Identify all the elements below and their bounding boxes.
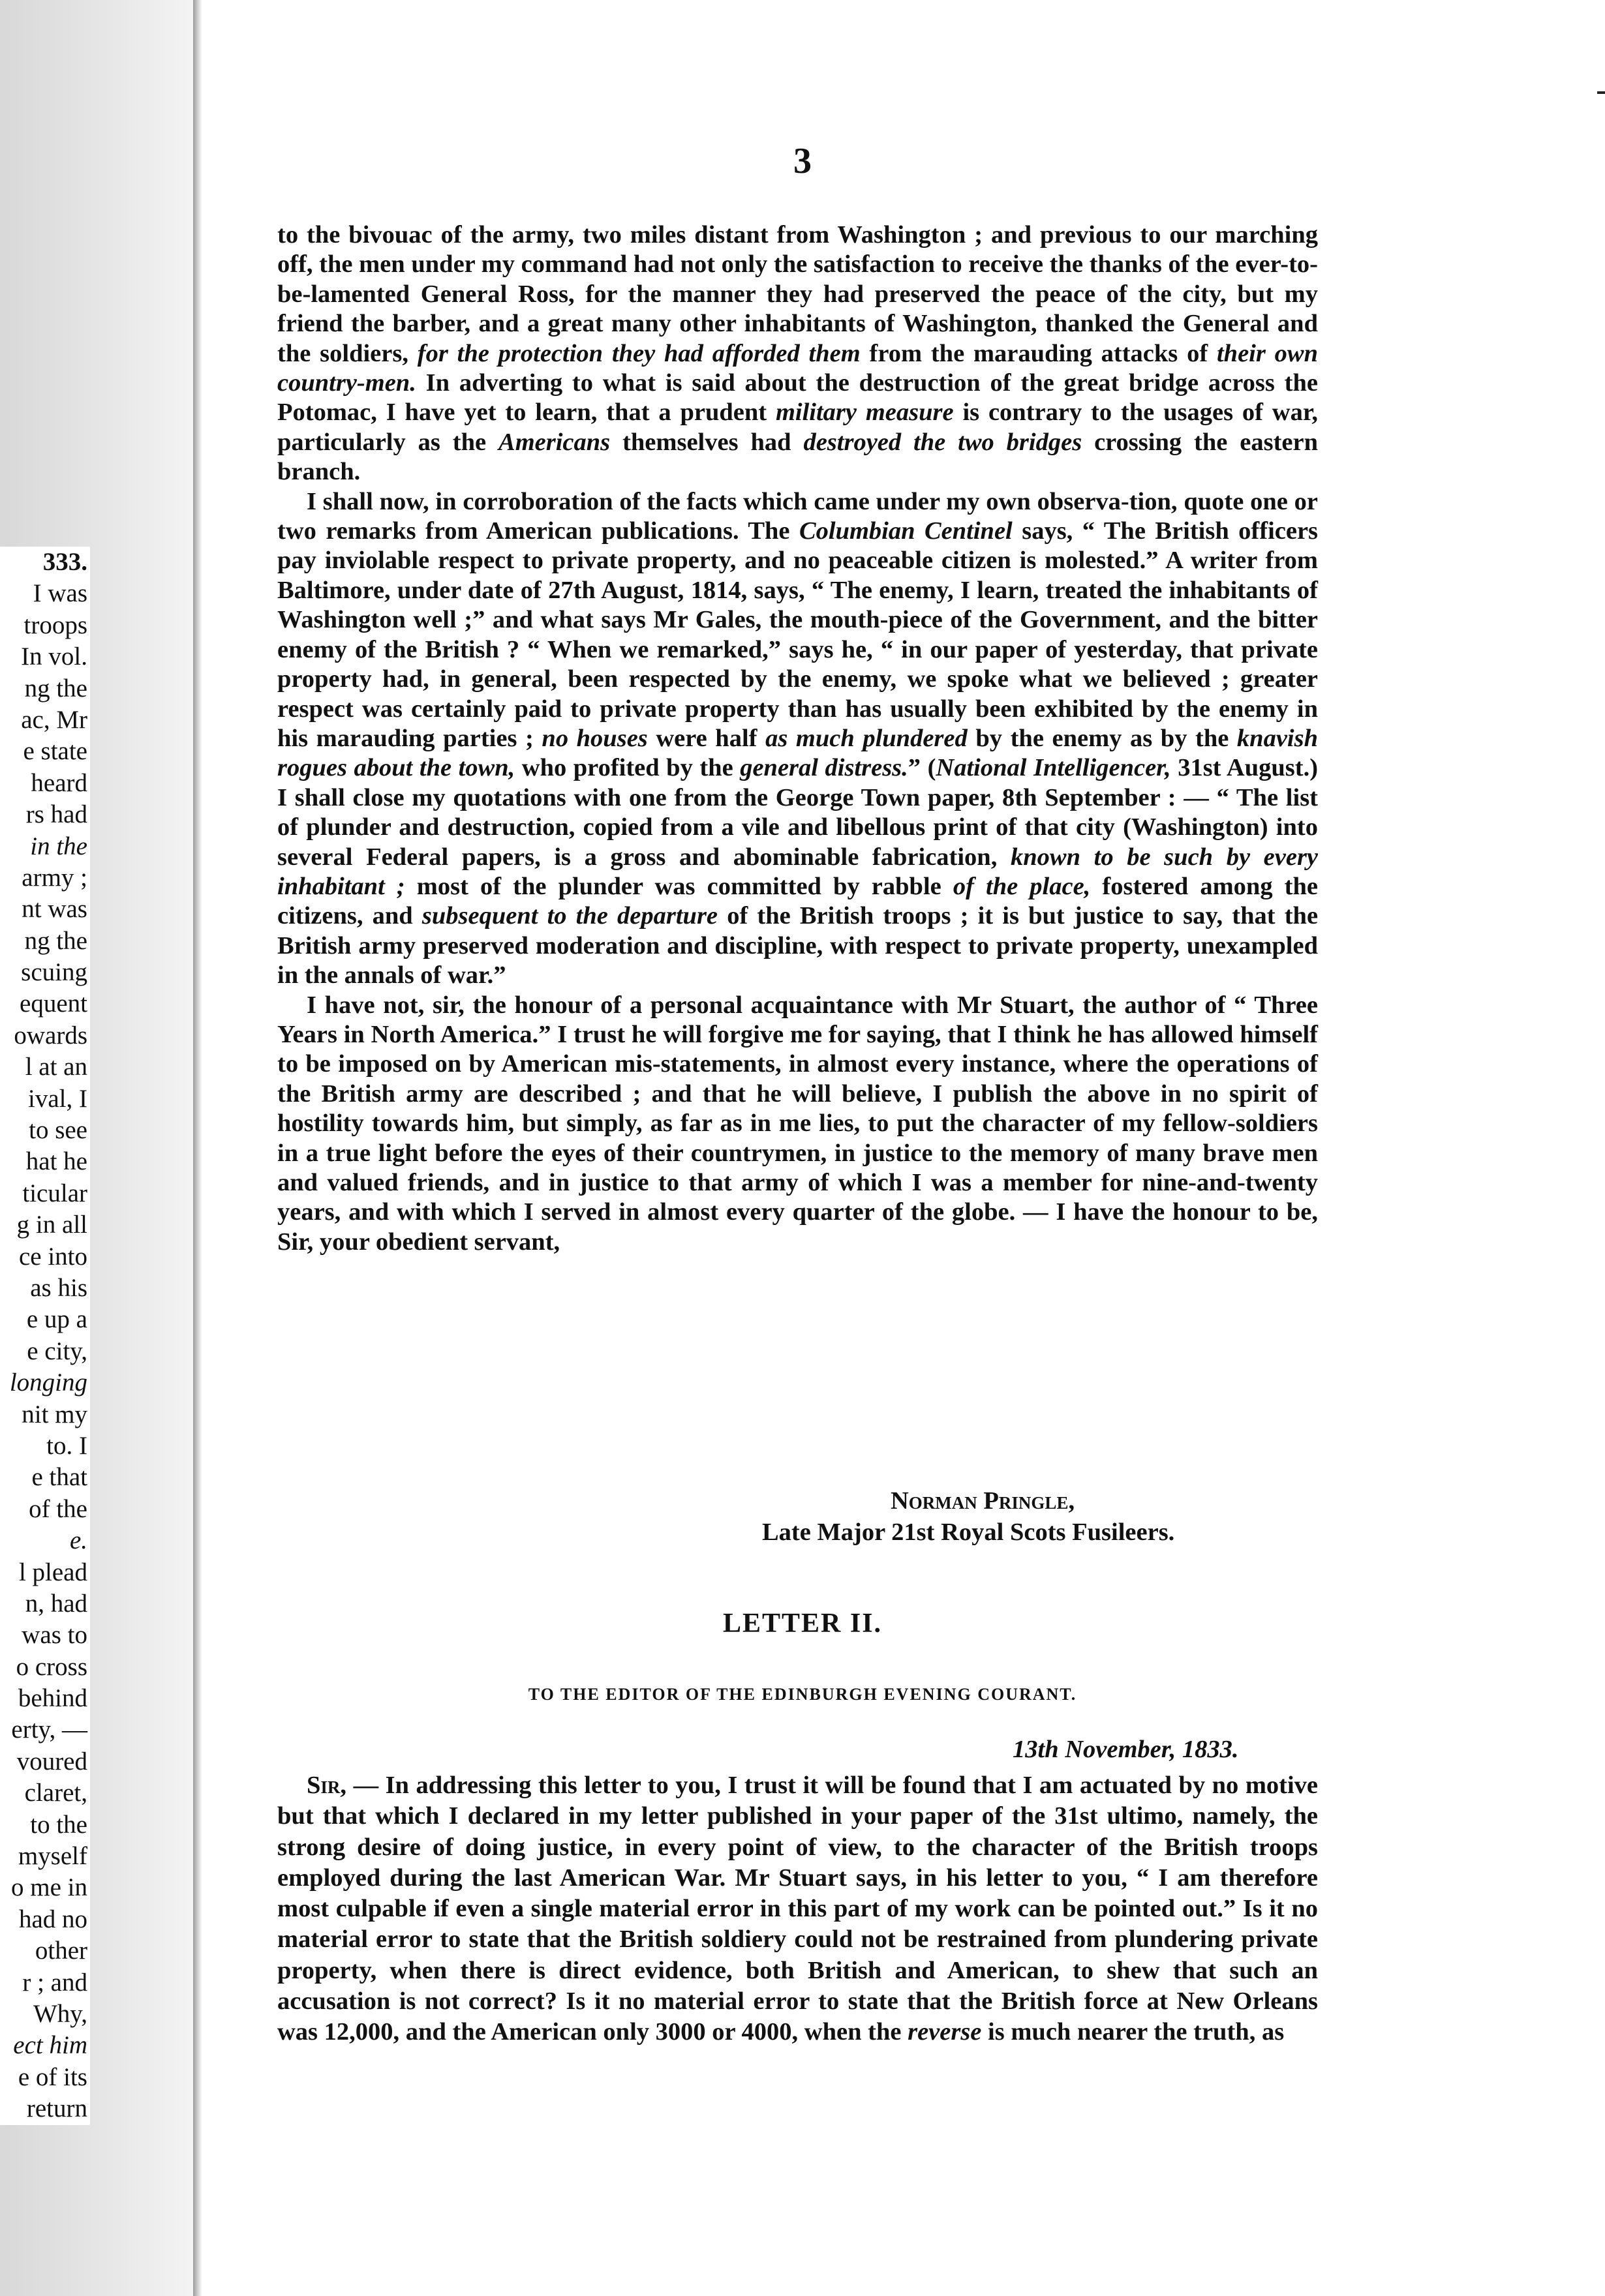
left-page-fragment (0, 547, 90, 2125)
letter-two-paragraph: Sir, — In addressing this letter to you, I trust it will be found that I am actuated by no motive but that which I declared in my letter published in your paper of the 31st ultimo, namely, the strong desire of doing justice, in every point of view, to the character of the British troops employed during the last American War. Mr Stuart says, in his letter to you, “ I am therefore most culpable if even a single material error in this part of my work can be pointed out.” Is it no material error to state that the British soldiery could not be restrained from plundering private property, when there is direct evidence, both British and American, to shew that such an accusation is not correct? Is it no material error to state that the British force at New Orleans was 12,000, and the American only 3000 or 4000, when the reverse is much nearer the truth, as (277, 1772, 1318, 2046)
left-fragment-line: had no (18, 1905, 87, 1933)
page-number: 3 (793, 141, 812, 181)
left-fragment-line: to the (30, 1810, 87, 1839)
left-fragment-line: ect him (13, 2031, 87, 2060)
left-fragment-line: rs had (25, 800, 87, 829)
left-fragment-line: owards (14, 1021, 87, 1050)
signature-name: Norman Pringle, (891, 1487, 1075, 1515)
left-fragment-line: I was (33, 579, 87, 608)
left-fragment-line: nt was (22, 895, 87, 924)
left-fragment-line: was to (22, 1621, 87, 1650)
left-fragment-line: heard (31, 768, 87, 797)
left-fragment-line: return (26, 2094, 87, 2123)
left-fragment-line: r ; and (22, 1968, 87, 1997)
left-fragment-line: claret, (24, 1779, 87, 1807)
left-fragment-line: ng the (24, 926, 87, 955)
left-fragment-line: ce into (18, 1242, 87, 1271)
left-fragment-line: e city, (27, 1337, 87, 1365)
left-fragment-line: as his (30, 1273, 87, 1302)
left-fragment-line: e state (23, 737, 87, 766)
left-fragment-line: army ; (22, 863, 87, 892)
left-fragment-line: equent (20, 989, 87, 1018)
paragraph-3: I have not, sir, the honour of a personal acquaintance with Mr Stuart, the author of “ Three Years in North America.” I trust he will forgive me for saying, that I think he has allowed himself to be imposed on by American mis-statements, in almost every instance, where the operations of the British army are described ; and that he will believe, I publish the above in no spirit of hostility towards him, but simply, as far as in me lies, to put the character of my fellow-soldiers in a true light before the eyes of their countrymen, in justice to the memory of many brave men and valued friends, and in justice to that army of which I was a member for nine-and-twenty years, and with which I served in almost every quarter of the globe. — I have the honour to be, Sir, your obedient servant, (277, 991, 1318, 1256)
left-fragment-line: 333. (42, 548, 87, 576)
left-fragment-line: in the (30, 832, 87, 860)
salutation: Sir, (307, 1772, 347, 1799)
left-fragment-line: In vol. (21, 642, 87, 671)
page-fold (193, 0, 202, 2296)
left-fragment-line: e that (31, 1463, 87, 1492)
left-fragment-line: l at an (25, 1053, 87, 1081)
left-fragment-line: e. (69, 1526, 87, 1555)
left-fragment-line: to. I (46, 1431, 87, 1460)
date-line: 13th November, 1833. (1013, 1736, 1239, 1763)
left-fragment-line: hat he (25, 1147, 87, 1176)
left-fragment-line: l plead (18, 1558, 87, 1586)
left-fragment-line: o me in (11, 1873, 87, 1902)
left-fragment-line: e up a (26, 1305, 87, 1334)
signature-title: Late Major 21st Royal Scots Fusileers. (762, 1518, 1175, 1546)
left-fragment-line: o cross (16, 1652, 87, 1681)
left-fragment-line: g in all (16, 1211, 87, 1239)
paragraph-1: to the bivouac of the army, two miles distant from Washington ; and previous to our marching off, the men under my command had not only the satisfaction to receive the thanks of the ever-to-be-lamented General Ross, for the manner they had preserved the peace of the city, but my friend the barber, and a great many other inhabitants of Washington, thanked the General and the soldiers, for the protection they had afforded them from the marauding attacks of their own country-men. In adverting to what is said about the destruction of the great bridge across the Potomac, I have yet to learn, that a prudent military measure is contrary to the usages of war, particularly as the Americans themselves had destroyed the two bridges crossing the eastern branch. (277, 221, 1319, 486)
left-fragment-line: erty, — (11, 1715, 87, 1744)
left-fragment-line: voured (16, 1747, 87, 1775)
left-fragment-line: of the (29, 1494, 87, 1523)
left-fragment-line: scuing (21, 958, 87, 987)
left-fragment-line: troops (23, 611, 87, 639)
left-fragment-line: to see (29, 1116, 87, 1145)
left-fragment-line: behind (18, 1684, 87, 1713)
left-fragment-line: ticular (22, 1179, 87, 1207)
letter-heading: LETTER II. (722, 1609, 883, 1639)
left-fragment-line: other (35, 1937, 87, 1965)
left-fragment-line: e of its (18, 2062, 87, 2091)
left-fragment-line: longing (9, 1368, 87, 1397)
letter-one-body (277, 220, 1318, 1257)
left-fragment-line: ival, I (28, 1084, 87, 1113)
left-fragment-line: Why, (33, 1999, 87, 2028)
left-fragment-line: myself (18, 1842, 87, 1871)
editor-address-line: TO THE EDITOR OF THE EDINBURGH EVENING COURANT. (528, 1685, 1077, 1704)
left-fragment-line: ng the (24, 674, 87, 702)
left-fragment-line: nit my (22, 1400, 87, 1428)
letter-two-body (277, 1770, 1318, 2048)
left-fragment-line: n, had (25, 1589, 87, 1618)
paragraph-2: I shall now, in corroboration of the facts which came under my own observa-tion, quote one or two remarks from American publications. The Columbian Centinel says, “ The British officers pay inviolable respect to private property, and no peaceable citizen is molested.” A writer from Baltimore, under date of 27th August, 1814, says, “ The enemy, I learn, treated the inhabitants of Washington well ;” and what says Mr Gales, the mouth-piece of the Government, and the bitter enemy of the British ? “ When we remarked,” says he, “ in our paper of yesterday, that private property had, in general, been respected by the enemy, we spoke what we believed ; greater respect was certainly paid to private property than has usually been exhibited by the enemy in his marauding parties ; no houses were half as much plundered by the enemy as by the knavish rogues about the town, who profited by the general distress.” (National Intelligencer, 31st August.) I shall close my quotations with one from the George Town paper, 8th September : — “ The list of plunder and destruction, copied from a vile and libellous print of that city (Washington) into several Federal papers, is a gross and abominable fabrication, known to be such by every inhabitant ; most of the plunder was committed by rabble of the place, fostered among the citizens, and subsequent to the departure of the British troops ; it is but justice to say, that the British army preserved moderation and discipline, with respect to private property, unexampled in the annals of war.” (277, 487, 1319, 989)
edge-mark (1597, 91, 1605, 94)
left-fragment-line: ac, Mr (21, 705, 87, 734)
